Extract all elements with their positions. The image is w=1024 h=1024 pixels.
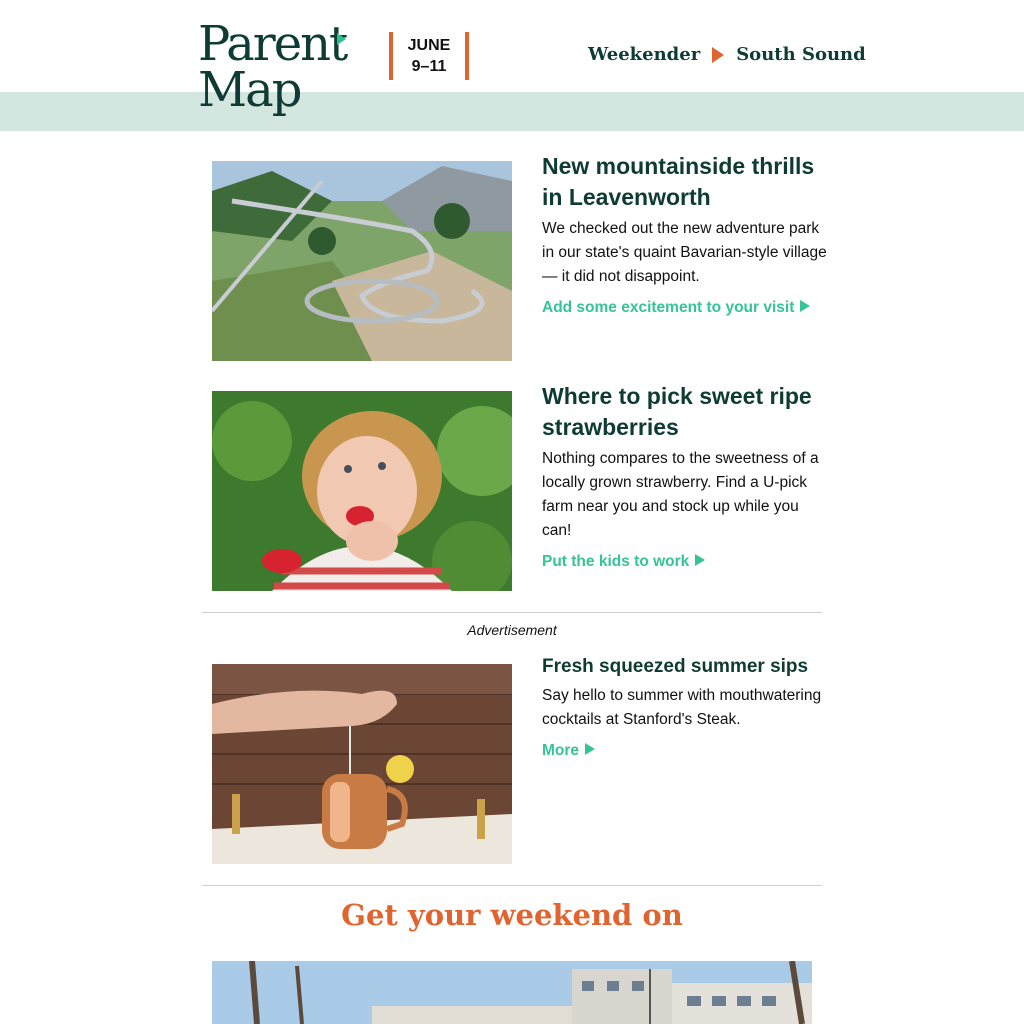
article-link-label: Put the kids to work [542,553,690,570]
article-link-label: Add some excitement to your visit [542,299,795,316]
article-link[interactable] [542,553,827,571]
date-days: 9–11 [411,58,447,75]
logo-line-map: Map [198,62,301,118]
article-body: We checked out the new adventure park in our state's quaint Bavarian-style village — it did not disappoint. [542,220,827,285]
article-strawberries [542,381,827,571]
logo-line-parent: Parent [198,16,347,72]
article-link[interactable] [542,299,827,317]
newsletter-breadcrumb [588,44,866,65]
copper-mug-cocktail-photo[interactable] [212,664,512,864]
child-eating-strawberry-photo[interactable] [212,391,512,591]
ad-body: Say hello to summer with mouthwatering cocktails at Stanford's Steak. [542,687,822,728]
breadcrumb-south-sound: South Sound [736,44,866,65]
play-arrow-icon [800,300,810,312]
article-title[interactable]: Where to pick sweet ripe strawberries [542,383,812,440]
issue-date [389,32,469,80]
date-month: JUNE [407,37,451,54]
ad-stanfords [542,654,827,760]
breadcrumb-arrow-icon [712,47,724,63]
article-title[interactable]: New mountainside thrills in Leavenworth [542,153,815,210]
alpine-coaster-photo[interactable] [212,161,512,361]
breadcrumb-weekender: Weekender [588,44,701,65]
divider [202,885,822,886]
ad-link-label: More [542,742,580,759]
play-arrow-icon [695,554,705,566]
ad-title[interactable]: Fresh squeezed summer sips [542,656,809,677]
section-heading: Get your weekend on [341,898,683,932]
play-arrow-icon [585,743,595,755]
apartment-building-photo[interactable] [212,961,812,1024]
ad-link[interactable] [542,742,827,760]
logo-triangle-icon [337,33,346,45]
article-leavenworth [542,151,827,317]
divider [202,612,822,613]
article-body: Nothing compares to the sweetness of a locally grown strawberry. Find a U-pick farm near you and stock up while you can! [542,450,819,539]
advertisement-label: Advertisement [467,622,557,638]
header-band [0,92,1024,131]
